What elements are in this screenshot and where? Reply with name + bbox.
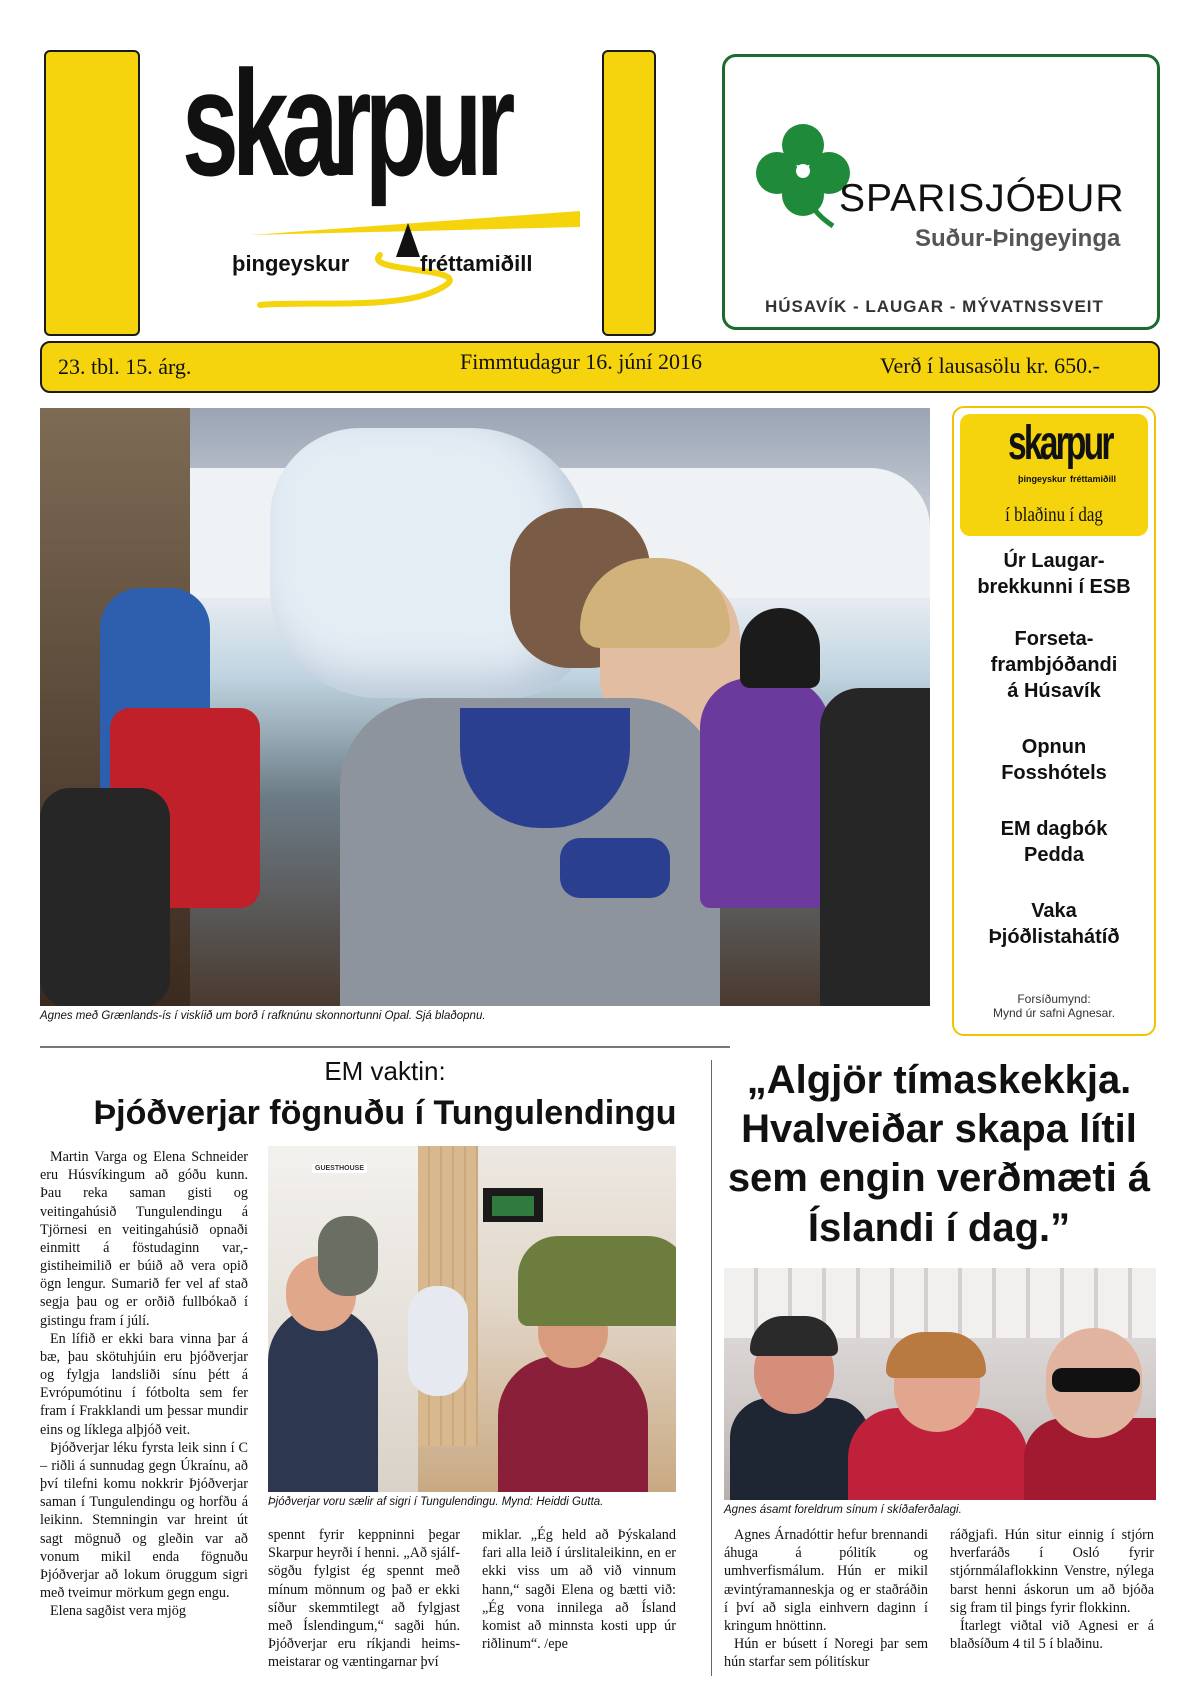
in-this-issue-header <box>960 414 1148 536</box>
issue-price: Verð í lausasölu kr. 650.- <box>880 353 1100 378</box>
sidebar-item-em-diary[interactable]: EM dagbók Pedda <box>1000 818 1108 866</box>
masthead-left-bar <box>44 50 140 336</box>
em-paragraph: Martin Varga og Elena Schneider eru Húsvíkingum að góðu kunn. Þau reka saman gisti og veitingahúsið Tungulendingu á Tjörnesi en veitingahúsið opnaði einmitt á föstudaginn var,- gistiheimilið er búið að vera opið ögn lengur. Sumarið fer vel af stað segja þau og er orðið fullbókað í gistingu fram í júlí. <box>40 1149 248 1329</box>
agnes-quote-headline: „Algjör tímaskekkja. Hvalveiðar skapa lítil sem engin verðmæti á Íslandi í dag.” <box>727 1058 1151 1250</box>
em-photo-caption: Þjóðverjar voru sælir af sigri í Tungulendingu. Mynd: Heiddi Gutta. <box>268 1496 604 1508</box>
agnes-paragraph: ráðgjafi. Hún situr einnig í stjórn hverfaráðs í Osló fyrir stjórnmálaflokkinn Venstre, nýlega barst henni áskorun um að bjóða sig fram til þings fyrir flokkinn. <box>950 1527 1154 1616</box>
in-this-issue-box <box>952 406 1156 1036</box>
issue-date: Fimmtudagur 16. júní 2016 <box>460 349 702 374</box>
agnes-family-photo <box>724 1268 1156 1500</box>
masthead-tagline-left: þingeyskur <box>232 251 350 276</box>
clover-icon <box>753 121 853 231</box>
agnes-paragraph: Agnes Árnadóttir hefur brennandi áhuga á pólitík og umhverfismálum. Hún er mikil ævintýramanneskja og er staðráðin í því að sigla einhvern daginn í kringum hnöttinn. <box>724 1527 928 1634</box>
em-headline: Þjóðverjar fögnuðu í Tungulendingu <box>93 1094 677 1132</box>
masthead-title: skarpur <box>182 39 509 207</box>
agnes-paragraph: Hún er búsett í Noregi þar sem hún starfar sem pólitískur <box>724 1636 928 1671</box>
em-column-2 <box>268 1526 460 1671</box>
sidebar-logo-tag-left: þingeyskur <box>1018 474 1067 484</box>
em-column-1 <box>40 1148 248 1620</box>
sidebar-logo: skarpur <box>1008 417 1112 470</box>
issue-number: 23. tbl. 15. árg. <box>58 354 192 379</box>
masthead-tagline-right: fréttamiðill <box>420 251 533 276</box>
sidebar-item-vaka[interactable]: Vaka Þjóðlistahátíð <box>988 900 1120 948</box>
guesthouse-sign: GUESTHOUSE <box>312 1164 367 1173</box>
cover-photo <box>40 408 930 1006</box>
sponsor-subtitle: Suður-Þingeyinga <box>915 225 1121 252</box>
em-photo <box>268 1146 676 1492</box>
sponsor-name: SPARISJÓÐUR <box>839 177 1125 220</box>
em-paragraph: spennt fyrir keppninni þegar Skarpur heyrði í henni. „Að sjálf-sögðu fylgist ég spennt með mínum mönnum og það er ekki síður skemmtilegt að fylgjast með Íslendingum,“ sagði hún. Þjóðverjar eru ríkjandi heims-meistarar og væntingarnar því <box>268 1527 460 1671</box>
cover-photo-caption: Agnes með Grænlands-ís í viskíið um borð í rafknúnu skonnortunni Opal. Sjá blaðopnu. <box>40 1010 486 1022</box>
agnes-photo-caption: Agnes ásamt foreldrum sínum í skíðaferðalagi. <box>724 1504 962 1516</box>
em-paragraph: miklar. „Ég held að Þýskaland fari alla leið í úrslitaleikinn, en er ekki viss um að við vinnum hann,“ sagði Elena og bætti við: „Ég vona innilega að Ísland komist að minnsta kosti upp úr riðlinum“. /epe <box>482 1527 676 1653</box>
em-kicker: EM vaktin: <box>324 1056 446 1086</box>
em-column-3 <box>482 1526 676 1653</box>
cover-photo-credit: Forsíðumynd: Mynd úr safni Agnesar. <box>992 992 1116 1020</box>
sidebar-item-esb[interactable]: Úr Laugar- brekkunni í ESB <box>977 550 1131 598</box>
agnes-column-1 <box>724 1526 928 1671</box>
agnes-column-2 <box>950 1526 1154 1653</box>
in-this-issue-heading: í blaðinu í dag <box>1005 504 1103 526</box>
sidebar-item-fosshotel[interactable]: Opnun Fosshótels <box>1001 736 1107 784</box>
em-paragraph: Elena sagðist vera mjög <box>50 1603 186 1620</box>
em-paragraph: En lífið er ekki bara vinna þar á bæ, þau skötuhjúin eru þjóðverjar og fylgja landsliði sínu þétt á Evrópumótinu í fótbolta sem fer fram í Frakklandi um þessar mundir eins og líklega alþjóð veit. <box>40 1330 248 1438</box>
section-divider <box>40 1046 730 1048</box>
sidebar-logo-tag-right: fréttamiðill <box>1070 474 1117 484</box>
agnes-paragraph: Ítarlegt viðtal við Agnesi er á blaðsíðum 4 til 5 í blaðinu. <box>950 1617 1154 1653</box>
column-divider <box>711 1060 712 1676</box>
em-paragraph: Þjóðverjar léku fyrsta leik sinn í C – riðli á sunnudag gegn Úkraínu, að því tilefni komu nokkrir Þjóðverjar saman í Tungulendingu og horfðu á leikinn. Stemningin var hreint út sagt mögnuð og gleðin var að vonum mikil enda fögnuðu Þjóðverjar að lokum öruggum sigri með tveimur mörkum gegn engu. <box>40 1439 248 1602</box>
masthead-right-bar <box>602 50 656 336</box>
sidebar-item-candidate[interactable]: Forseta- frambjóðandi á Húsavík <box>990 628 1118 702</box>
sponsor-ad[interactable] <box>722 54 1160 330</box>
sponsor-towns: HÚSAVÍK - LAUGAR - MÝVATNSSVEIT <box>765 297 1104 316</box>
